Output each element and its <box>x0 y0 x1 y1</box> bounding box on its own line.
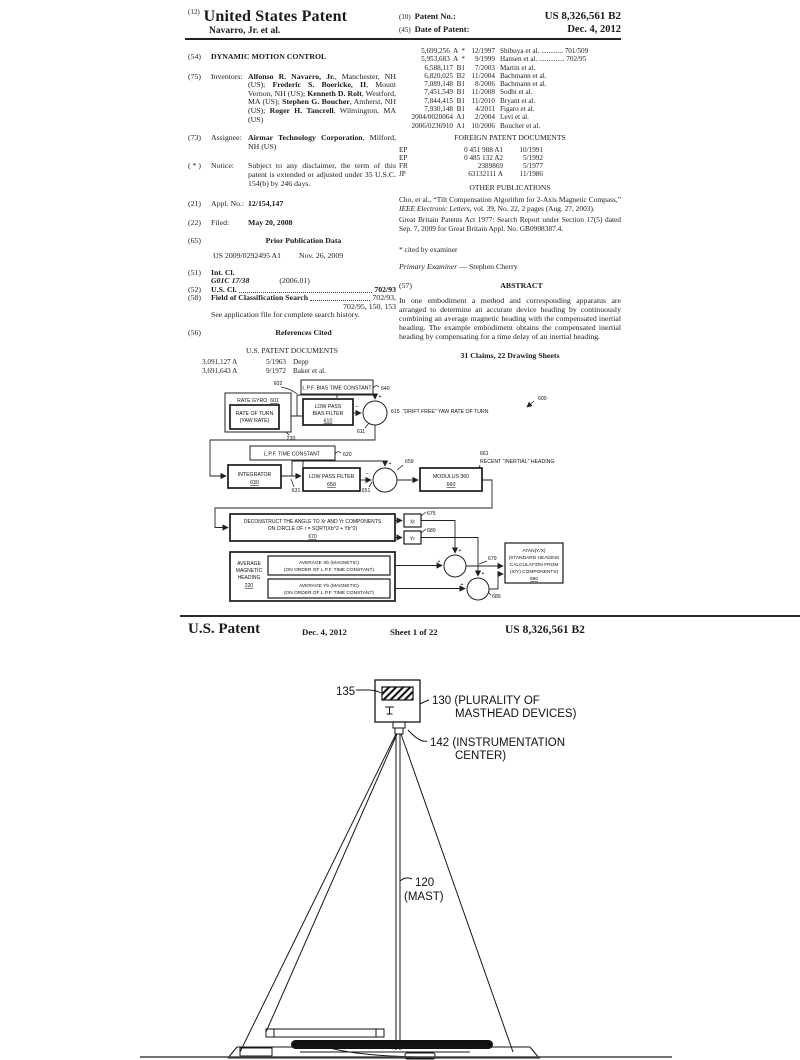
cited-patent-date: 9/1999 <box>475 55 495 64</box>
figure-leaders <box>356 690 429 881</box>
plus-sign-1: + <box>378 394 382 400</box>
yr-box-label: Yr <box>410 536 415 543</box>
ref-659: 659 <box>405 459 414 465</box>
cited-patent-date: 10/2006 <box>471 121 495 130</box>
field-65-prior-pub <box>188 237 396 246</box>
minus-sign-2: − <box>365 471 369 477</box>
cited-patent-date: 11/2004 <box>471 71 495 80</box>
cited-patent-number: 5,953,683 A * <box>421 55 465 64</box>
avg-heading-line1: AVERAGE <box>237 561 261 567</box>
claims-line: 31 Claims, 22 Drawing Sheets <box>460 351 560 361</box>
field-73-assignee <box>188 134 396 151</box>
ref-679: 679 <box>488 556 497 562</box>
foreign-number: 0 485 132 A2 <box>464 153 503 162</box>
dot-leader <box>239 286 373 293</box>
cabin-lines <box>300 1048 470 1057</box>
cited-patent-name: Bachmann et al. <box>500 80 547 89</box>
cited-patent-number: 6,588,117 B1 <box>424 63 465 72</box>
cited-patent-number: 7,930,148 B1 <box>424 105 465 114</box>
ref-675: 675 <box>427 511 436 517</box>
ref-602: 602 <box>273 381 283 387</box>
reference-row <box>188 367 396 375</box>
int-cl-label: Int. Cl. <box>211 267 235 277</box>
foreign-number: 2389869 <box>477 162 503 171</box>
foreign-country: EP <box>399 145 408 154</box>
plus-sign-2: + <box>388 461 392 467</box>
references-title: References Cited <box>275 328 332 338</box>
atan-line4: (X/Y) COMPONENTS) <box>509 570 559 575</box>
label-130-line1: 130 (PLURALITY OF <box>432 695 540 707</box>
foreign-number: 63132111 A <box>468 170 503 179</box>
ref-number: 3,091,127 A <box>202 358 238 367</box>
publication-2: Great Britain Patents Act 1977: Search Report under Section 17(5) dated Sep. 7, 2009 for Great Britain Appl. No. GB0908387.4. <box>399 214 621 233</box>
us-patent-row <box>399 80 621 88</box>
mast-and-stays <box>240 734 513 1052</box>
us-cl-label: U.S. Cl. <box>211 284 237 294</box>
field-22-filed <box>188 219 396 228</box>
plus-sign-3a: + <box>458 548 462 554</box>
field-tag-10: (10) <box>399 13 411 21</box>
filed-value: May 20, 2008 <box>248 217 293 227</box>
label-130-line2: MASTHEAD DEVICES) <box>455 708 577 720</box>
cited-patent-name: Martin et al. <box>500 63 536 72</box>
avg-heading-line3: HEADING <box>237 575 261 581</box>
cited-patent-date: 7/2003 <box>475 63 495 72</box>
cited-patent-class: ............ 701/509 <box>541 47 589 55</box>
us-docs-title: U.S. PATENT DOCUMENTS <box>246 345 338 355</box>
field-tag-12: (12) <box>188 8 200 16</box>
atan-line2: (STANDARD HEADING <box>508 556 560 561</box>
cited-patent-name: Levi et al. <box>500 113 529 122</box>
mast-cap-lower <box>395 728 403 734</box>
cited-patent-name: Bryant et al. <box>500 96 536 105</box>
rate-gyro-label: RATE GYRO 601 <box>237 398 279 404</box>
ref-670: 670 <box>308 534 317 540</box>
us-patent-row <box>399 55 621 63</box>
cited-patent-date: 8/2006 <box>475 80 495 89</box>
foreign-date: 5/1992 <box>523 153 543 162</box>
avg-heading-line2: MAGNETIC <box>235 568 263 574</box>
ref-220: 220 <box>244 583 254 589</box>
notice-label: Notice: <box>211 161 234 171</box>
filed-label: Filed: <box>211 217 230 227</box>
patent-no-row <box>399 10 621 22</box>
rate-of-turn-line2: (YAW RATE) <box>239 418 270 424</box>
xr-box-label: Xr <box>410 519 415 526</box>
field-73-tag: (73) <box>188 133 201 143</box>
cited-patent-date: 4/2011 <box>475 105 495 114</box>
ref-610: 610 <box>323 418 333 425</box>
page1-header-left <box>188 8 347 36</box>
date-of-patent-value: Dec. 4, 2012 <box>567 24 621 35</box>
atan-line1: ATAN(Y/X) <box>522 549 546 554</box>
foreign-row <box>399 154 621 162</box>
prior-pub-number: US 2009/0292495 A1 <box>213 250 282 260</box>
abstract-header <box>399 282 621 291</box>
inventor-short-line: Navarro, Jr. et al. <box>209 26 281 36</box>
cited-patent-date: 11/2010 <box>471 96 495 105</box>
lpf-bias-tc-label: L.P.F. BIAS TIME CONSTANT <box>302 385 372 392</box>
ref-690: 690 <box>529 577 539 582</box>
patent-title: United States Patent <box>203 8 348 25</box>
minus-sign-1: − <box>355 404 359 410</box>
search-label: Field of Classification Search <box>211 293 309 303</box>
bow-rail <box>240 1048 272 1056</box>
cited-patent-name: Boucher et al. <box>500 121 541 130</box>
recent-inertial-label: RECENT “INERTIAL” HEADING <box>480 459 555 465</box>
boom <box>291 1040 493 1049</box>
cited-patent-number: 2006/0236910 A1 <box>411 121 465 130</box>
search-value-1: 702/93, <box>372 293 396 303</box>
masthead-instrument-glyph <box>385 707 394 714</box>
patent-no-label: Patent No.: <box>414 11 456 21</box>
label-142-line2: CENTER) <box>455 750 507 762</box>
cited-patent-date: 11/2008 <box>471 88 495 97</box>
plus-sign-3b: + <box>437 559 441 565</box>
primary-examiner-line: Primary Examiner — Stephen Cherry <box>399 262 518 272</box>
us-patent-row <box>399 105 621 113</box>
date-of-patent-row <box>399 24 621 35</box>
foreign-row <box>399 162 621 170</box>
field-54 <box>188 53 396 62</box>
us-patent-row <box>399 88 621 96</box>
notice-text: Subject to any disclaimer, the term of this patent is extended or adjusted under 35 U.S.C. 154(b) by 246 days. <box>248 161 396 188</box>
ref-651: 651 <box>361 488 371 494</box>
publication-1: Cho, et al., “Tilt Compensation Algorithm for 2-Axis Magnetic Compass,” IEEE Electronic Letters, vol. 39, No. 22, 2 pages (Aug. 27, 2003). <box>399 195 621 214</box>
us-patent-row <box>399 122 621 130</box>
ref-631: 631 <box>291 488 301 494</box>
bias-filter-line1: LOW PASS <box>314 404 342 410</box>
plus-sign-4a: + <box>481 571 485 577</box>
cited-patent-number: 7,844,415 B1 <box>424 96 465 105</box>
field-notice <box>188 162 396 188</box>
dot-leader <box>310 294 370 301</box>
avg-y-line2: (ON ORDER OF L.P.F. TIME CONSTANT) <box>283 591 375 596</box>
plus-sign-4b: + <box>460 582 464 588</box>
foreign-date: 10/1991 <box>519 145 543 154</box>
abstract-text: In one embodiment a method and corresponding apparatus are arranged to determine an accurate device heading by continuously combining an average magnetic heading with the compensated inertial heading. The example embodiment obtains the compensated inertial heading by compensating for a time delay of an inertial heading. <box>399 296 621 342</box>
prior-pub-row <box>188 252 396 261</box>
field-51-tag: (51) <box>188 267 201 277</box>
ref-660: 660 <box>446 482 456 488</box>
cited-patent-number: 5,699,256 A * <box>421 47 465 55</box>
lpf-tc-label: L.P.F. TIME CONSTANT <box>264 451 320 458</box>
ref-630: 630 <box>250 480 259 486</box>
sheet-header-date: Dec. 4, 2012 <box>302 627 347 637</box>
cited-patent-number: 2004/0020064 A1 <box>411 113 465 122</box>
cited-patent-number: 7,089,148 B1 <box>424 80 465 89</box>
us-patent-row <box>399 97 621 105</box>
field-58-tag: (58) <box>188 293 201 303</box>
avg-y-line1: AVERAGE Yb (MAGNETIC) <box>299 584 359 589</box>
spreader-bar <box>266 1029 384 1037</box>
inventors-text: Alfonso R. Navarro, Jr., Manchester, NH (US); Frederic S. Boericke, II, Mount Vernon, NH (US); Kenneth D. Rolt, Westford, MA (US); Stephen G. Boucher, Amherst, NH (US); Roger H. Tancrell, Wilmington, MA (US) <box>248 71 396 124</box>
us-patent-row <box>399 47 621 55</box>
us-patent-rows <box>399 47 621 130</box>
other-pubs-title: OTHER PUBLICATIONS <box>469 182 551 192</box>
ref-date: 5/1963 <box>266 358 286 367</box>
boom-and-deck <box>140 1029 672 1059</box>
masthead-sensor-hatched <box>382 687 413 700</box>
patent-no-value: US 8,326,561 B2 <box>544 10 621 22</box>
label-120: 120 <box>415 877 435 889</box>
drift-free-label: 615 “DRIFT FREE” YAW RATE OF TURN <box>391 409 489 415</box>
abstract-title: ABSTRACT <box>500 280 543 290</box>
right-column <box>399 47 621 361</box>
label-mast: (MAST) <box>404 891 444 903</box>
foreign-date: 5/1977 <box>523 162 543 171</box>
sheet-header-sheet: Sheet 1 of 22 <box>390 627 438 637</box>
field-22-tag: (22) <box>188 217 201 227</box>
sheet-header-title: U.S. Patent <box>188 621 261 637</box>
inventors-label: Inventors: <box>211 71 243 81</box>
cited-by-examiner: * cited by examiner <box>399 244 458 254</box>
foreign-row <box>399 170 621 178</box>
ref-620: 620 <box>343 452 352 458</box>
reference-row <box>188 358 396 366</box>
ref-name: Depp <box>293 358 309 367</box>
sheet-separator-rule <box>180 615 800 617</box>
cited-patent-date: 2/2004 <box>475 113 495 122</box>
integrator-label: INTEGRATOR <box>237 472 272 478</box>
foreign-row <box>399 146 621 154</box>
us-patent-row <box>399 113 621 121</box>
left-column <box>188 50 396 375</box>
ref-name: Baker et al. <box>293 366 326 375</box>
rate-of-turn-line1: RATE OF TURN <box>235 411 274 417</box>
field-54-tag: (54) <box>188 52 201 61</box>
cited-patent-name: Figaro et al. <box>500 105 535 114</box>
foreign-country: JP <box>399 170 406 179</box>
search-note: See application file for complete search history. <box>211 310 360 320</box>
field-65-tag: (65) <box>188 236 201 246</box>
cited-patent-number: 6,820,025 B2 <box>424 71 465 80</box>
ref-640: 640 <box>381 386 390 392</box>
assignee-label: Assignee: <box>211 133 242 143</box>
deconstruct-line2: ON CIRCLE OF r = SQRT(Xb^2 + Yb^2) <box>267 526 358 532</box>
field-75-tag: (75) <box>188 71 201 81</box>
cited-patent-name: Bachmann et al. <box>500 71 547 80</box>
date-of-patent-label: Date of Patent: <box>414 24 470 34</box>
atan-line3: CALCULATION FROM <box>509 563 559 568</box>
label-142-line1: 142 (INSTRUMENTATION <box>430 737 566 749</box>
field-21-tag: (21) <box>188 199 201 209</box>
foreign-date: 11/1986 <box>519 170 543 179</box>
ref-661: 661 <box>480 451 489 457</box>
ref-611: 611 <box>356 429 366 435</box>
ref-135: 135 <box>336 686 356 698</box>
int-cl-class: G01C 17/38 <box>211 276 250 286</box>
appl-no-label: Appl. No.: <box>211 199 245 209</box>
mast-cap-upper <box>393 722 405 728</box>
cited-patent-date: 12/1997 <box>471 47 495 55</box>
ref-680: 680 <box>427 528 436 534</box>
prior-pub-title: Prior Publication Data <box>265 236 342 246</box>
foreign-rows <box>399 146 621 179</box>
cited-patent-name: Shibuya et al. <box>500 47 540 55</box>
cited-patent-number: 7,451,549 B1 <box>424 88 465 97</box>
bias-filter-line2: BIAS FILTER <box>312 411 344 417</box>
header-rule <box>185 38 621 40</box>
ref-689: 689 <box>492 594 501 600</box>
search-value-2: 702/95, 150, 153 <box>343 301 396 311</box>
ref-600: 600 <box>538 396 547 402</box>
field-57-tag: (57) <box>399 280 412 290</box>
foreign-country: EP <box>399 153 408 162</box>
deconstruct-line1: DECONSTRUCT THE ANGLE TO Xr AND Yr COMPONENTS <box>243 519 382 525</box>
foreign-country: FR <box>399 162 408 171</box>
low-pass-filter-label: LOW PASS FILTER <box>308 474 355 480</box>
cited-patent-name: Hansen et al. <box>500 55 538 64</box>
sheet-header-patent-no: US 8,326,561 B2 <box>505 624 585 636</box>
ref-650: 650 <box>327 482 336 488</box>
ref-number: 3,691,643 A <box>202 366 238 375</box>
ref-date: 9/1972 <box>266 366 286 375</box>
field-tag-45: (45) <box>399 26 411 34</box>
modulus-label: MODULUS 360 <box>432 474 470 480</box>
page1-header-right <box>399 10 621 35</box>
field-56-references <box>188 329 396 338</box>
field-52-tag: (52) <box>188 284 201 294</box>
ref-230: 230 <box>286 436 296 442</box>
cited-patent-name: Sodhi et al. <box>500 88 533 97</box>
prior-pub-date: Nov. 26, 2009 <box>299 250 344 260</box>
field-56-tag: (56) <box>188 328 201 338</box>
avg-x-line2: (ON ORDER OF L.P.F. TIME CONSTANT) <box>283 568 375 573</box>
cited-patent-class: .............. 702/95 <box>539 55 587 64</box>
assignee-text: Airmar Technology Corporation, Milford, NH (US) <box>248 133 396 151</box>
notice-tag: ( * ) <box>188 161 201 171</box>
field-75-inventors <box>188 73 396 125</box>
int-cl-year: (2006.01) <box>279 276 310 286</box>
us-patent-row <box>399 64 621 72</box>
invention-title: DYNAMIC MOTION CONTROL <box>211 52 327 61</box>
left-ref-rows <box>188 358 396 375</box>
avg-x-line1: AVERAGE Xb (MAGNETIC) <box>299 561 359 566</box>
masthead-assembly <box>375 680 420 734</box>
field-21-appl-no <box>188 200 396 209</box>
foreign-docs-title: FOREIGN PATENT DOCUMENTS <box>454 132 566 142</box>
appl-no-value: 12/154,147 <box>248 199 284 209</box>
block-diagram-figure <box>185 375 625 617</box>
foreign-number: 0 451 988 A1 <box>464 145 503 154</box>
us-cl-value: 702/93 <box>374 284 396 294</box>
us-patent-row <box>399 72 621 80</box>
sailboat-figure <box>0 652 800 1060</box>
